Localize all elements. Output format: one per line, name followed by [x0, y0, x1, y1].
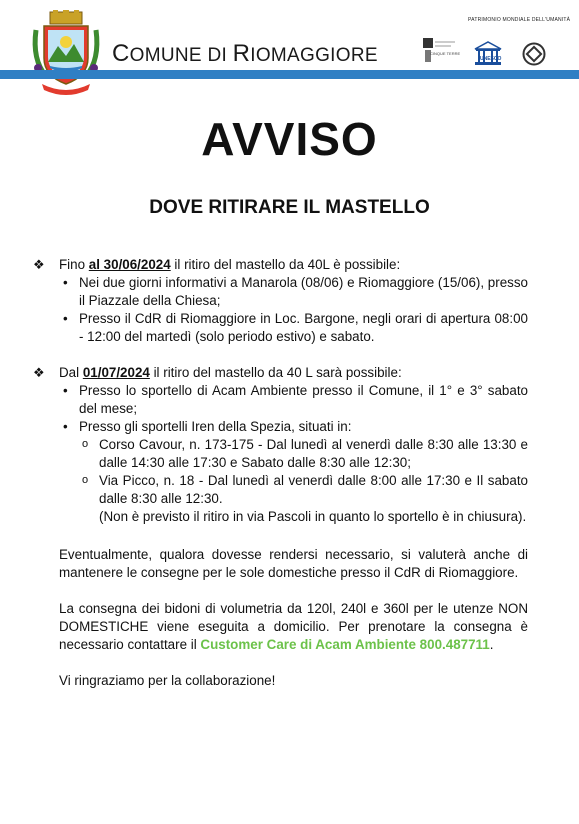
- list-item: • Presso lo sportello di Acam Ambiente presso il Comune, il 1° e 3° sabato del mese;: [59, 382, 528, 418]
- pascoli-note: (Non è previsto il ritiro in via Pascoli in quanto lo sportello è in chiusura).: [99, 509, 527, 524]
- sub-list-item: [79, 472, 528, 526]
- section1-lead: Fino al 30/06/2024 il ritiro del mastello da 40L è possibile:: [59, 257, 401, 272]
- list-item: [59, 418, 528, 526]
- diamond-bullet-icon: ❖: [33, 365, 45, 380]
- section-from-july: [33, 364, 528, 526]
- notice-body: [33, 256, 528, 690]
- paragraph-non-domestic: La consegna dei bidoni di volumetria da 120l, 240l e 360l per le utenze NON DOMESTICHE viene eseguita a domicilio. Per prenotare la consegna è necessario contattare il Customer Care di Acam Ambiente 800.487711.: [59, 601, 528, 652]
- section2-list: [59, 382, 528, 526]
- paragraph-domestic: Eventualmente, qualora dovesse rendersi necessario, si valuterà anche di mantenere le consegne per le sole domestiche presso il CdR di Riomaggiore.: [59, 547, 528, 580]
- unesco-caption: PATRIMONIO MONDIALE DELL'UMANITÀ: [468, 17, 571, 23]
- comune-name: COMUNE DI RIOMAGGIORE: [112, 40, 378, 67]
- unesco-text: UNESCO: [480, 56, 502, 62]
- page-header: [0, 0, 579, 100]
- list-item: • Presso il CdR di Riomaggiore in Loc. Bargone, negli orari di apertura 08:00 - 12:00 del martedì (solo periodo estivo) e sabato.: [59, 310, 528, 346]
- notice-subtitle: DOVE RITIRARE IL MASTELLO: [149, 197, 430, 218]
- section-until-june: [33, 256, 528, 346]
- section1-list: [59, 274, 528, 346]
- list-item-text: Presso gli sportelli Iren della Spezia, situati in:: [79, 419, 352, 434]
- list-item: • Nei due giorni informativi a Manarola (08/06) e Riomaggiore (15/06), presso il Piazzale della Chiesa;: [59, 274, 528, 310]
- unesco-logo: [472, 40, 504, 68]
- world-heritage-emblem: [522, 42, 546, 66]
- municipal-crest-logo: [28, 10, 104, 96]
- sub-list-item-text: Via Picco, n. 18 - Dal lunedì al venerdì dalle 8:00 alle 17:30 e Il sabato dalle 8:30 alle 12:30.: [99, 473, 528, 506]
- diamond-bullet-icon: ❖: [33, 257, 45, 272]
- notice-title: AVVISO: [201, 113, 378, 165]
- customer-care-contact: Customer Care di Acam Ambiente 800.487711: [200, 637, 490, 652]
- sub-list-item: o Corso Cavour, n. 173-175 - Dal lunedì al venerdì dalle 8:30 alle 13:30 e dalle 14:30 alle 17:30 e Sabato dalle 8:30 alle 12:30;: [79, 436, 528, 472]
- section2-lead: Dal 01/07/2024 il ritiro del mastello da 40 L sarà possibile:: [59, 365, 402, 380]
- closing-thanks: Vi ringraziamo per la collaborazione!: [59, 673, 276, 688]
- header-blue-bar: [0, 70, 579, 79]
- cinque-terre-text: CINQUE TERRE: [430, 51, 461, 56]
- iren-offices-list: [79, 436, 528, 526]
